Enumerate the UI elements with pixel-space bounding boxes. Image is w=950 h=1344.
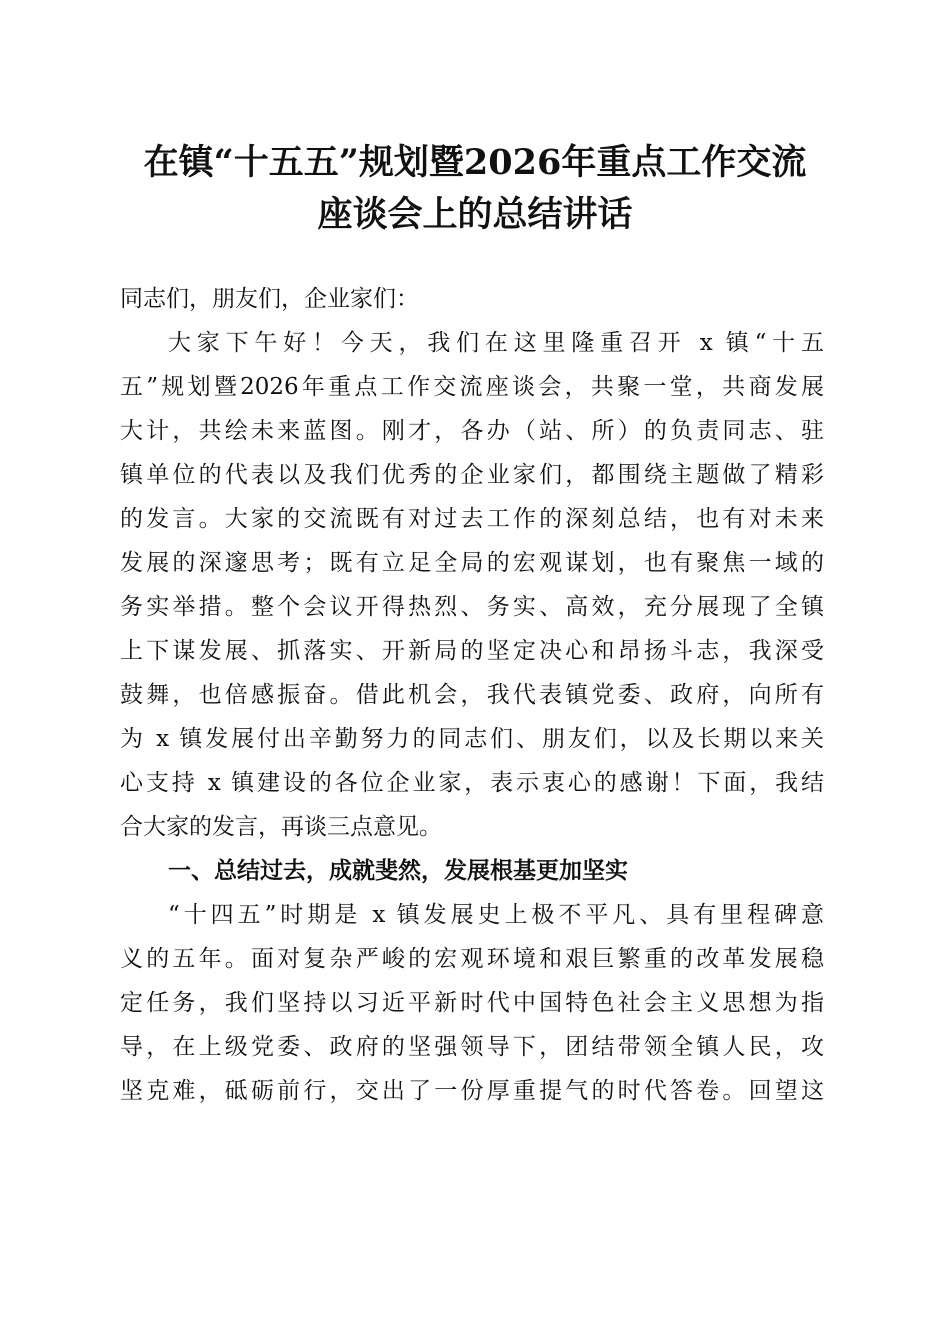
paragraph-line: 定任务，我们坚持以习近平新时代中国特色社会主义思想为指 [120, 990, 824, 1016]
paragraph-line: 上下谋发展、抓落实、开新局的坚定决心和昂扬斗志，我深受 [120, 638, 824, 664]
salutation: 同志们，朋友们，企业家们： [120, 286, 419, 312]
title-line-2: 座谈会上的总结讲话 [317, 194, 633, 235]
paragraph-review [120, 893, 824, 1113]
title-line-1: 在镇“十五五”规划暨2026年重点工作交流 [143, 142, 807, 183]
paragraph-line: 务实举措。整个会议开得热烈、务实、高效，充分展现了全镇 [120, 594, 824, 620]
paragraph-line: 发展的深邃思考；既有立足全局的宏观谋划，也有聚焦一域的 [120, 550, 824, 576]
paragraph-line: 心支持 x 镇建设的各位企业家，表示衷心的感谢！下面，我结 [120, 770, 824, 796]
paragraph-line: “十四五”时期是 x 镇发展史上极不平凡、具有里程碑意 [168, 902, 824, 928]
paragraph-line: 五”规划暨2026年重点工作交流座谈会，共聚一堂，共商发展 [120, 374, 824, 400]
paragraph-opening [120, 321, 824, 849]
paragraph-line: 为 x 镇发展付出辛勤努力的同志们、朋友们，以及长期以来关 [120, 726, 824, 752]
paragraph-line: 大计，共绘未来蓝图。刚才，各办（站、所）的负责同志、驻 [120, 418, 824, 444]
paragraph-line: 鼓舞，也倍感振奋。借此机会，我代表镇党委、政府，向所有 [120, 682, 824, 708]
paragraph-line: 大家下午好！今天，我们在这里隆重召开 x 镇“十五 [168, 330, 824, 356]
paragraph-line: 的发言。大家的交流既有对过去工作的深刻总结，也有对未来 [120, 506, 824, 532]
paragraph-line: 义的五年。面对复杂严峻的宏观环境和艰巨繁重的改革发展稳 [120, 946, 824, 972]
paragraph-line: 导，在上级党委、政府的坚强领导下，团结带领全镇人民，攻 [120, 1034, 824, 1060]
paragraph-line: 合大家的发言，再谈三点意见。 [120, 814, 442, 840]
paragraph-line: 坚克难，砥砺前行，交出了一份厚重提气的时代答卷。回望这 [120, 1078, 824, 1104]
document-title [100, 137, 850, 241]
section-heading: 一、总结过去，成就斐然，发展根基更加坚实 [168, 858, 628, 884]
paragraph-line: 镇单位的代表以及我们优秀的企业家们，都围绕主题做了精彩 [120, 462, 824, 488]
document-body [120, 277, 824, 1113]
